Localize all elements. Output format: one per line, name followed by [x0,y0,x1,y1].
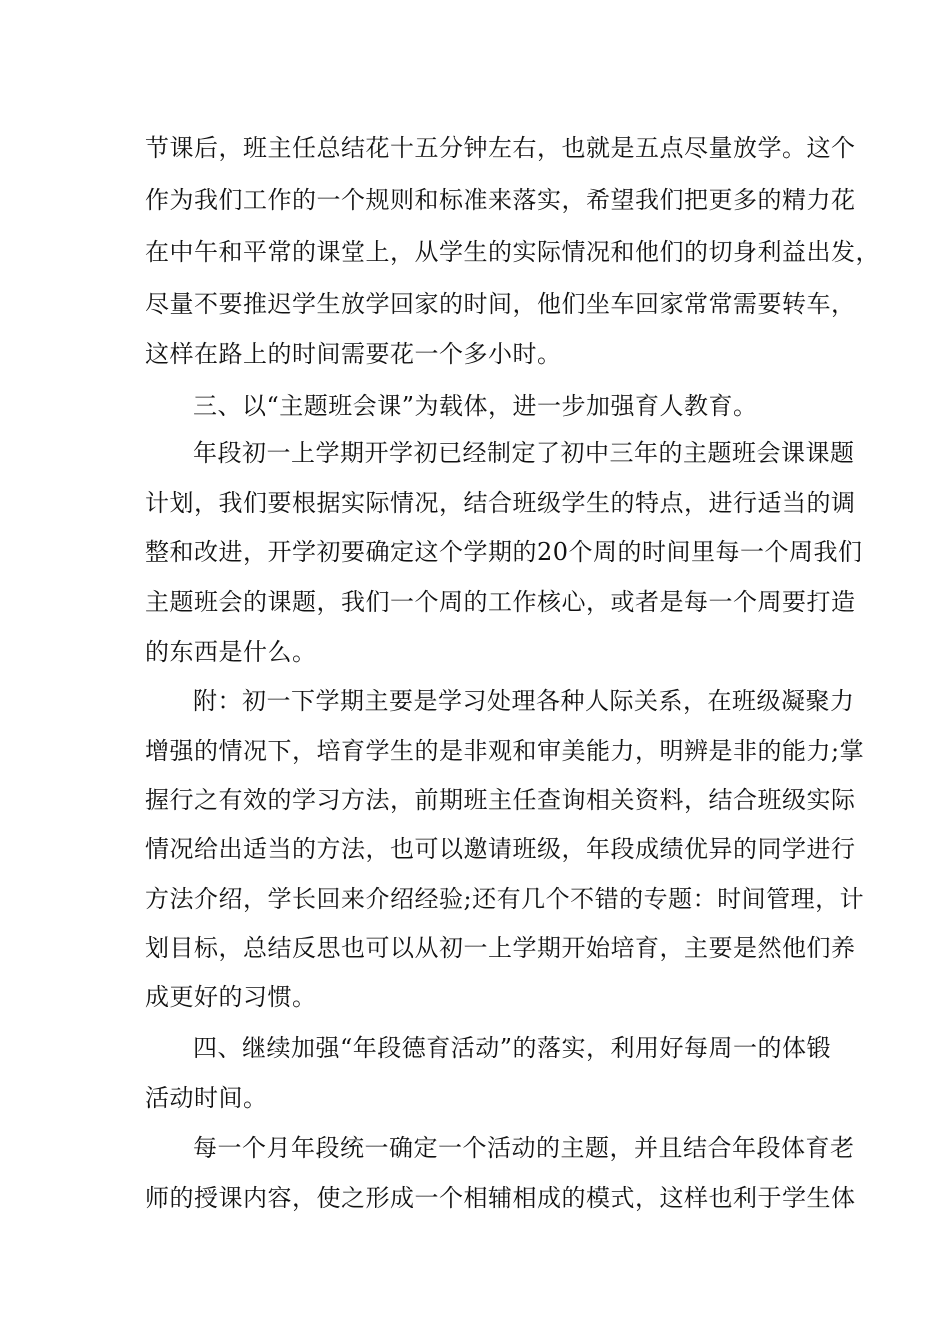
text-line: 这样在路上的时间需要花一个多小时。 [145,340,562,368]
text-line: 师的授课内容，使之形成一个相辅相成的模式，这样也利于学生体 [145,1184,856,1212]
text-line: 年段初一上学期开学初已经制定了初中三年的主题班会课课题 [193,439,855,467]
text-line: 方法介绍，学长回来介绍经验;还有几个不错的专题：时间管理，计 [145,885,865,913]
text-line: 每一个月年段统一确定一个活动的主题，并且结合年段体育老 [193,1134,855,1162]
text-line: 增强的情况下，培育学生的是非观和审美能力，明辨是非的能力;掌 [145,737,865,765]
section-heading: 三、以“主题班会课”为载体，进一步加强育人教育。 [193,392,758,420]
text-line: 成更好的习惯。 [145,983,317,1011]
text-line: 作为我们工作的一个规则和标准来落实，希望我们把更多的精力花 [145,186,856,214]
text-line: 主题班会的课题，我们一个周的工作核心，或者是每一个周要打造 [145,588,856,616]
text-line: 活动时间。 [145,1084,268,1112]
text-line: 情况给出适当的方法，也可以邀请班级，年段成绩优异的同学进行 [145,835,856,863]
text-line: 计划，我们要根据实际情况，结合班级学生的特点，进行适当的调 [145,489,856,517]
text-line: 整和改进，开学初要确定这个学期的20个周的时间里每一个周我们 [145,538,863,566]
text-line: 节课后，班主任总结花十五分钟左右，也就是五点尽量放学。这个 [145,134,856,162]
text-line: 在中午和平常的课堂上，从学生的实际情况和他们的切身利益出发， [145,238,880,266]
text-line: 附：初一下学期主要是学习处理各种人际关系，在班级凝聚力 [193,687,855,715]
section-heading: 四、继续加强“年段德育活动”的落实，利用好每周一的体锻 [193,1034,832,1062]
text-line: 尽量不要推迟学生放学回家的时间，他们坐车回家常常需要转车， [145,290,856,318]
text-line: 的东西是什么。 [145,638,317,666]
text-line: 握行之有效的学习方法，前期班主任查询相关资料，结合班级实际 [145,786,856,814]
text-line: 划目标，总结反思也可以从初一上学期开始培育，主要是然他们养 [145,934,856,962]
